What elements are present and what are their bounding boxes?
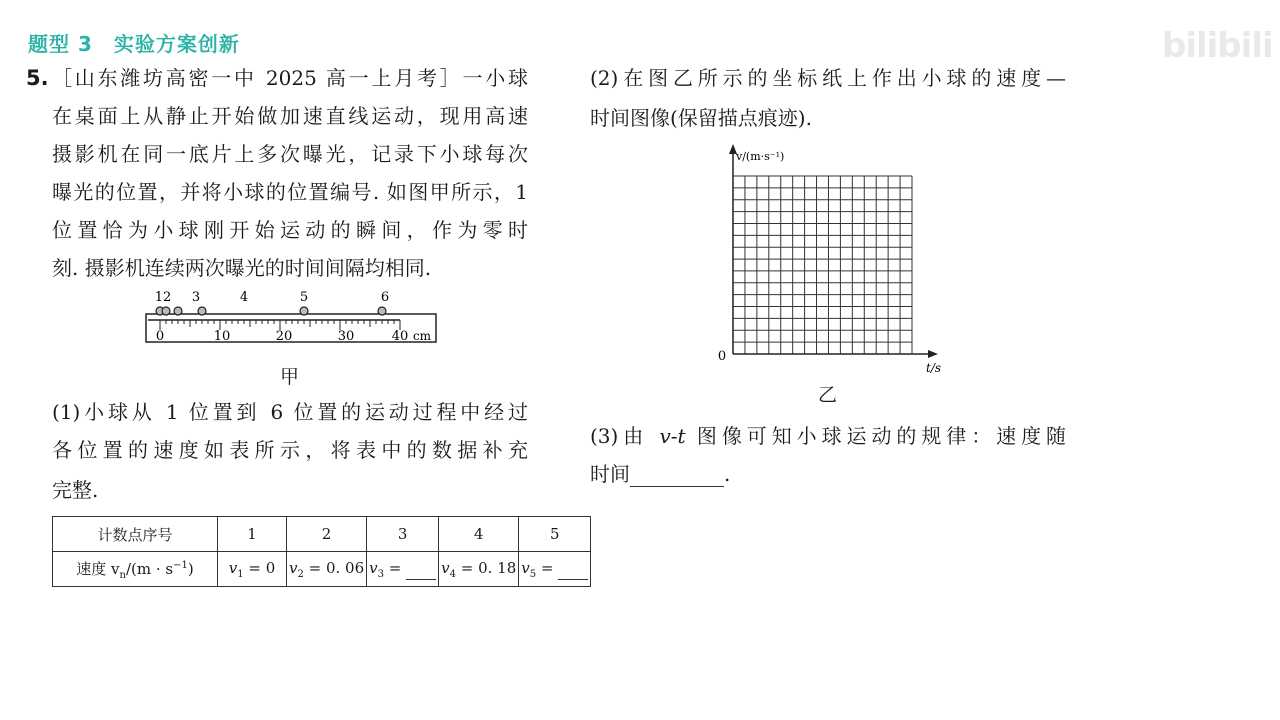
value: = 0. 06 bbox=[303, 558, 365, 577]
ball-position-5 bbox=[300, 307, 308, 315]
ruler-position-label: 3 bbox=[191, 290, 201, 305]
var: v bbox=[441, 558, 450, 577]
table-cell-v5 bbox=[519, 552, 591, 587]
bilibili-watermark-logo: bilibili bbox=[1162, 26, 1273, 66]
velocity-header-exp: −1 bbox=[173, 559, 188, 571]
table-cell-v1 bbox=[218, 552, 287, 587]
stem-line-3: 摄影机在同一底片上多次曝光，记录下小球每次 bbox=[52, 142, 528, 166]
value: = 0 bbox=[243, 558, 276, 577]
table-header-velocity bbox=[53, 552, 218, 587]
sub2-line-2: 时间图像(保留描点痕迹). bbox=[590, 106, 812, 130]
grid-lines bbox=[733, 176, 912, 354]
velocity-header-close: ) bbox=[187, 559, 194, 578]
velocity-header-sub: n bbox=[119, 569, 126, 581]
var: v bbox=[521, 558, 530, 577]
ruler-position-label: 6 bbox=[380, 290, 390, 305]
velocity-header-text: 速度 v bbox=[76, 559, 120, 578]
ruler-scale-label: 40 bbox=[391, 329, 409, 344]
ruler-scale-label: 10 bbox=[213, 329, 231, 344]
origin-label: 0 bbox=[717, 349, 727, 364]
table-cell: 1 bbox=[218, 517, 287, 552]
stem-line-5: 位置恰为小球刚开始运动的瞬间，作为零时 bbox=[52, 218, 528, 242]
stem-line-4: 曝光的位置，并将小球的位置编号. 如图甲所示，1 bbox=[52, 180, 528, 204]
stem-line-2: 在桌面上从静止开始做加速直线运动，现用高速 bbox=[52, 104, 528, 128]
sub3-line2-prefix: 时间 bbox=[590, 462, 630, 486]
sub1-line-1: (1)小球从 1 位置到 6 位置的运动过程中经过 bbox=[52, 400, 528, 424]
table-cell: 4 bbox=[439, 517, 519, 552]
section-title: 题型 3 实验方案创新 bbox=[28, 32, 240, 56]
sub: 4 bbox=[449, 568, 456, 580]
ball-position-6 bbox=[378, 307, 386, 315]
answer-blank-v5[interactable] bbox=[558, 565, 588, 580]
table-cell-v3 bbox=[367, 552, 439, 587]
sub: 3 bbox=[377, 568, 384, 580]
answer-blank-v3[interactable] bbox=[406, 565, 436, 580]
var: v bbox=[369, 558, 378, 577]
y-axis-label: v/(m·s⁻¹) bbox=[736, 150, 785, 163]
sub: 2 bbox=[297, 568, 304, 580]
figure-yi-grid bbox=[700, 142, 960, 378]
ruler-position-labels bbox=[155, 290, 389, 305]
x-axis-arrow bbox=[928, 350, 938, 358]
ruler-scale-label: 0 bbox=[155, 329, 165, 344]
table-cell: 5 bbox=[519, 517, 591, 552]
ball-position-3 bbox=[174, 307, 182, 315]
value: = bbox=[536, 558, 559, 577]
answer-blank-rule[interactable] bbox=[630, 462, 724, 487]
sub1-line-3: 完整. bbox=[52, 478, 99, 502]
stem-line-6: 刻. 摄影机连续两次曝光的时间间隔均相同. bbox=[52, 256, 432, 280]
ruler-scale-label: 20 bbox=[275, 329, 293, 344]
ball-position-2 bbox=[162, 307, 170, 315]
sub3-line-1 bbox=[590, 420, 1066, 449]
velocity-header-unit: /(m · s bbox=[125, 559, 174, 578]
table-cell: 2 bbox=[287, 517, 367, 552]
sub3-line2-suffix: . bbox=[724, 462, 731, 486]
ruler-position-label: 4 bbox=[239, 290, 249, 305]
table-cell-v2 bbox=[287, 552, 367, 587]
value: = 0. 18 bbox=[455, 558, 517, 577]
value: = bbox=[384, 558, 407, 577]
table-cell: 3 bbox=[367, 517, 439, 552]
table-header-index: 计数点序号 bbox=[53, 517, 218, 552]
figure-jia-caption: 甲 bbox=[280, 366, 300, 388]
velocity-table bbox=[52, 516, 591, 587]
sub3-line-2 bbox=[590, 458, 730, 487]
table-row bbox=[53, 517, 591, 552]
stem-line-1: ［山东潍坊高密一中 2025 高一上月考］一小球 bbox=[52, 66, 528, 90]
ruler-scale-label: 30 bbox=[337, 329, 355, 344]
sub3-math: v-t bbox=[659, 424, 686, 448]
sub3-prefix: (3)由 bbox=[590, 424, 660, 448]
ruler-position-label: 5 bbox=[299, 290, 309, 305]
var: v bbox=[228, 558, 238, 577]
ruler-unit-label: cm bbox=[412, 329, 432, 343]
sub3-suffix: 图像可知小球运动的规律：速度随 bbox=[685, 424, 1067, 448]
sub2-line-1: (2)在图乙所示的坐标纸上作出小球的速度— bbox=[590, 66, 1066, 90]
table-cell-v4 bbox=[439, 552, 519, 587]
sub: 1 bbox=[237, 568, 244, 580]
table-row bbox=[53, 552, 591, 587]
ruler-position-label: 12 bbox=[154, 290, 172, 305]
x-axis-label: t/s bbox=[926, 361, 942, 375]
sub: 5 bbox=[529, 568, 537, 580]
question-number: 5. bbox=[26, 66, 49, 90]
ball-position-4 bbox=[198, 307, 206, 315]
figure-yi-caption: 乙 bbox=[818, 384, 838, 406]
sub1-line-2: 各位置的速度如表所示，将表中的数据补充 bbox=[52, 438, 528, 462]
var: v bbox=[289, 558, 298, 577]
